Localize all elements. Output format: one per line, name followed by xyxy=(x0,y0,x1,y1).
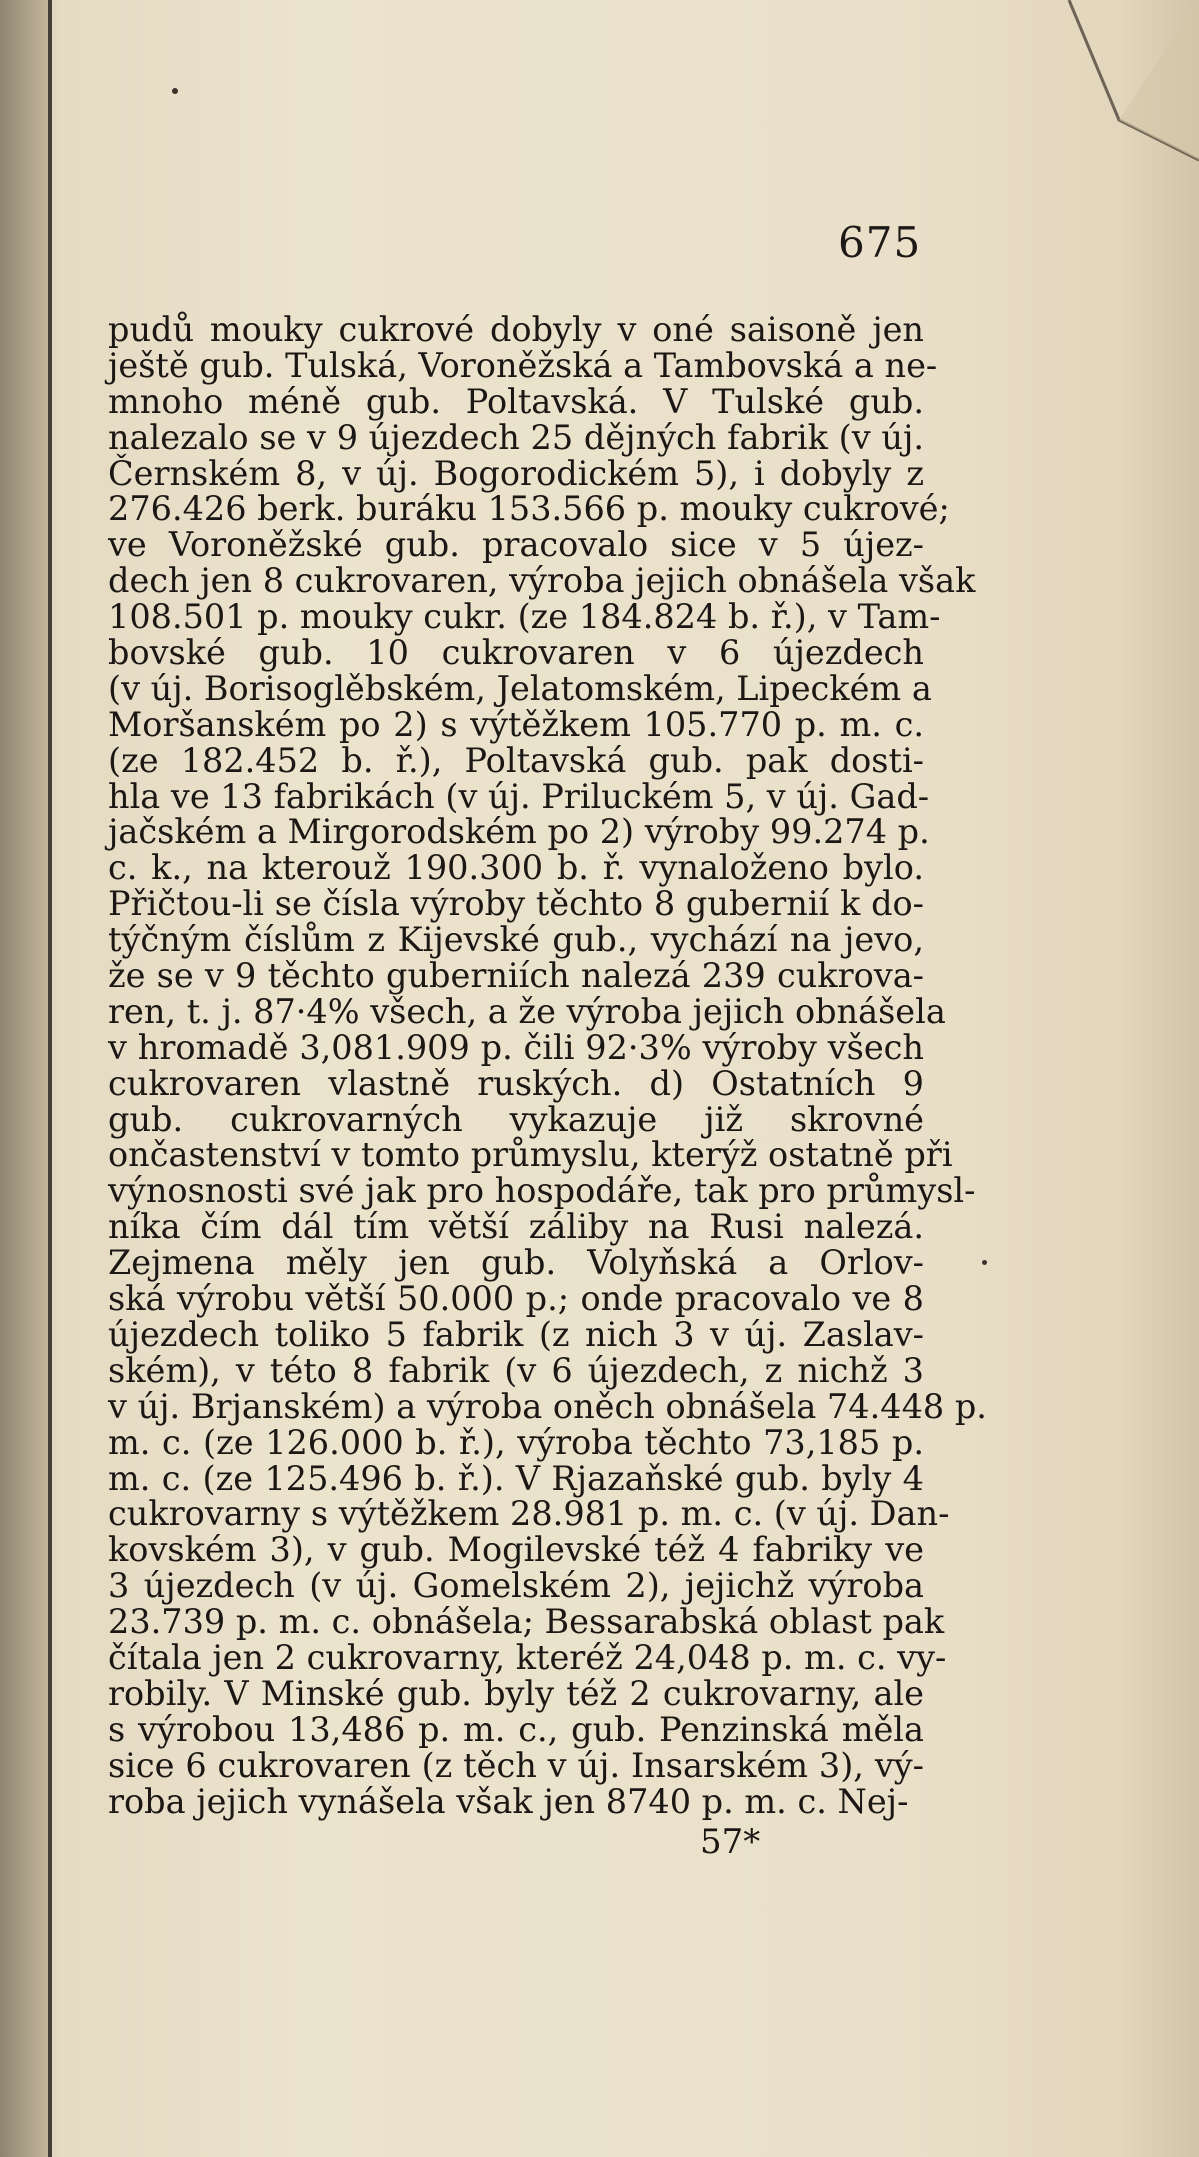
text-line: čítala jen 2 cukrovarny, kteréž 24,048 p. m. c. vy- xyxy=(108,1637,947,1677)
text-line: (v új. Borisoglěbském, Jelatomském, Lipeckém a xyxy=(108,668,932,708)
text-line: m. c. (ze 125.496 b. ř.). V Rjazaňské gub. byly 4 xyxy=(108,1458,924,1498)
text-line: ském), v této 8 fabrik (v 6 újezdech, z nichž 3 xyxy=(108,1350,924,1390)
text-line: ončastenství v tomto průmyslu, kterýž ostatně při xyxy=(108,1135,953,1175)
text-line: sice 6 cukrovaren (z těch v új. Insarském 3), vý- xyxy=(108,1745,924,1785)
text-line: 108.501 p. mouky cukr. (ze 184.824 b. ř.), v Tam- xyxy=(108,597,941,637)
text-line: újezdech toliko 5 fabrik (z nich 3 v új. Zaslav- xyxy=(108,1314,924,1354)
text-line: gub. cukrovarných vykazuje již skrovné xyxy=(108,1099,924,1139)
paper-speck xyxy=(172,88,178,94)
text-line: cukrovaren vlastně ruských. d) Ostatních 9 xyxy=(108,1063,924,1103)
text-line: jačském a Mirgorodském po 2) výroby 99.274 p. xyxy=(108,812,930,852)
text-line: v új. Brjanském) a výroba oněch obnášela 74.448 p. xyxy=(108,1386,987,1426)
book-spine-edge xyxy=(48,0,52,2157)
text-line: pudů mouky cukrové dobyly v oné saisoně jen xyxy=(108,310,924,349)
text-line: výnosnosti své jak pro hospodáře, tak pro průmysl- xyxy=(108,1171,976,1211)
text-line: nalezalo se v 9 újezdech 25 dějných fabrik (v új. xyxy=(108,417,924,457)
text-line: 3 újezdech (v új. Gomelském 2), jejichž výroba xyxy=(108,1566,924,1606)
text-line: roba jejich vynášela však jen 8740 p. m. c. Nej- xyxy=(108,1781,909,1821)
page-number: 675 xyxy=(838,218,922,267)
text-line: ren, t. j. 87·4% všech, a že výroba jejich obnášela xyxy=(108,991,946,1031)
printer-signature: 57* xyxy=(700,1822,761,1862)
text-line: ská výrobu větší 50.000 p.; onde pracovalo ve 8 xyxy=(108,1279,924,1319)
text-line: v hromadě 3,081.909 p. čili 92·3% výroby všech xyxy=(108,1027,924,1067)
body-paragraph xyxy=(108,310,987,1821)
text-line: ve Voroněžské gub. pracovalo sice v 5 újez- xyxy=(108,525,924,565)
text-line: hla ve 13 fabrikách (v új. Priluckém 5, v új. Gad- xyxy=(108,776,930,816)
text-line: robily. V Minské gub. byly též 2 cukrovarny, ale xyxy=(108,1673,924,1713)
text-line: Zejmena měly jen gub. Volyňská a Orlov- xyxy=(108,1243,924,1283)
page-corner-fold xyxy=(1059,0,1199,170)
text-line: Černském 8, v új. Bogorodickém 5), i dobyly z xyxy=(108,453,924,493)
text-line: Přičtou-li se čísla výroby těchto 8 gubernií k do- xyxy=(108,884,924,924)
paper-speck xyxy=(982,1260,987,1265)
text-line: bovské gub. 10 cukrovaren v 6 újezdech xyxy=(108,633,924,673)
text-line: m. c. (ze 126.000 b. ř.), výroba těchto 73,185 p. xyxy=(108,1422,924,1462)
book-spine-shadow xyxy=(0,0,48,2157)
text-line: dech jen 8 cukrovaren, výroba jejich obnášela však xyxy=(108,561,976,601)
text-line: (ze 182.452 b. ř.), Poltavská gub. pak dosti- xyxy=(108,740,924,780)
text-line: 276.426 berk. buráku 153.566 p. mouky cukrové; xyxy=(108,489,950,529)
text-line: týčným číslům z Kijevské gub., vychází na jevo, xyxy=(108,920,924,960)
text-line: ještě gub. Tulská, Voroněžská a Tambovská a ne- xyxy=(108,345,938,385)
text-line: kovském 3), v gub. Mogilevské též 4 fabriky ve xyxy=(108,1530,924,1570)
text-line: mnoho méně gub. Poltavská. V Tulské gub. xyxy=(108,381,924,421)
text-line: cukrovarny s výtěžkem 28.981 p. m. c. (v új. Dan- xyxy=(108,1494,950,1534)
text-line: s výrobou 13,486 p. m. c., gub. Penzinská měla xyxy=(108,1709,924,1749)
text-line: že se v 9 těchto guberniích nalezá 239 cukrova- xyxy=(108,956,924,996)
text-line: níka čím dál tím větší záliby na Rusi nalezá. xyxy=(108,1207,924,1247)
text-line: 23.739 p. m. c. obnášela; Bessarabská oblast pak xyxy=(108,1602,945,1642)
text-line: Moršanském po 2) s výtěžkem 105.770 p. m. c. xyxy=(108,704,924,744)
text-line: c. k., na kterouž 190.300 b. ř. vynaloženo bylo. xyxy=(108,848,924,888)
